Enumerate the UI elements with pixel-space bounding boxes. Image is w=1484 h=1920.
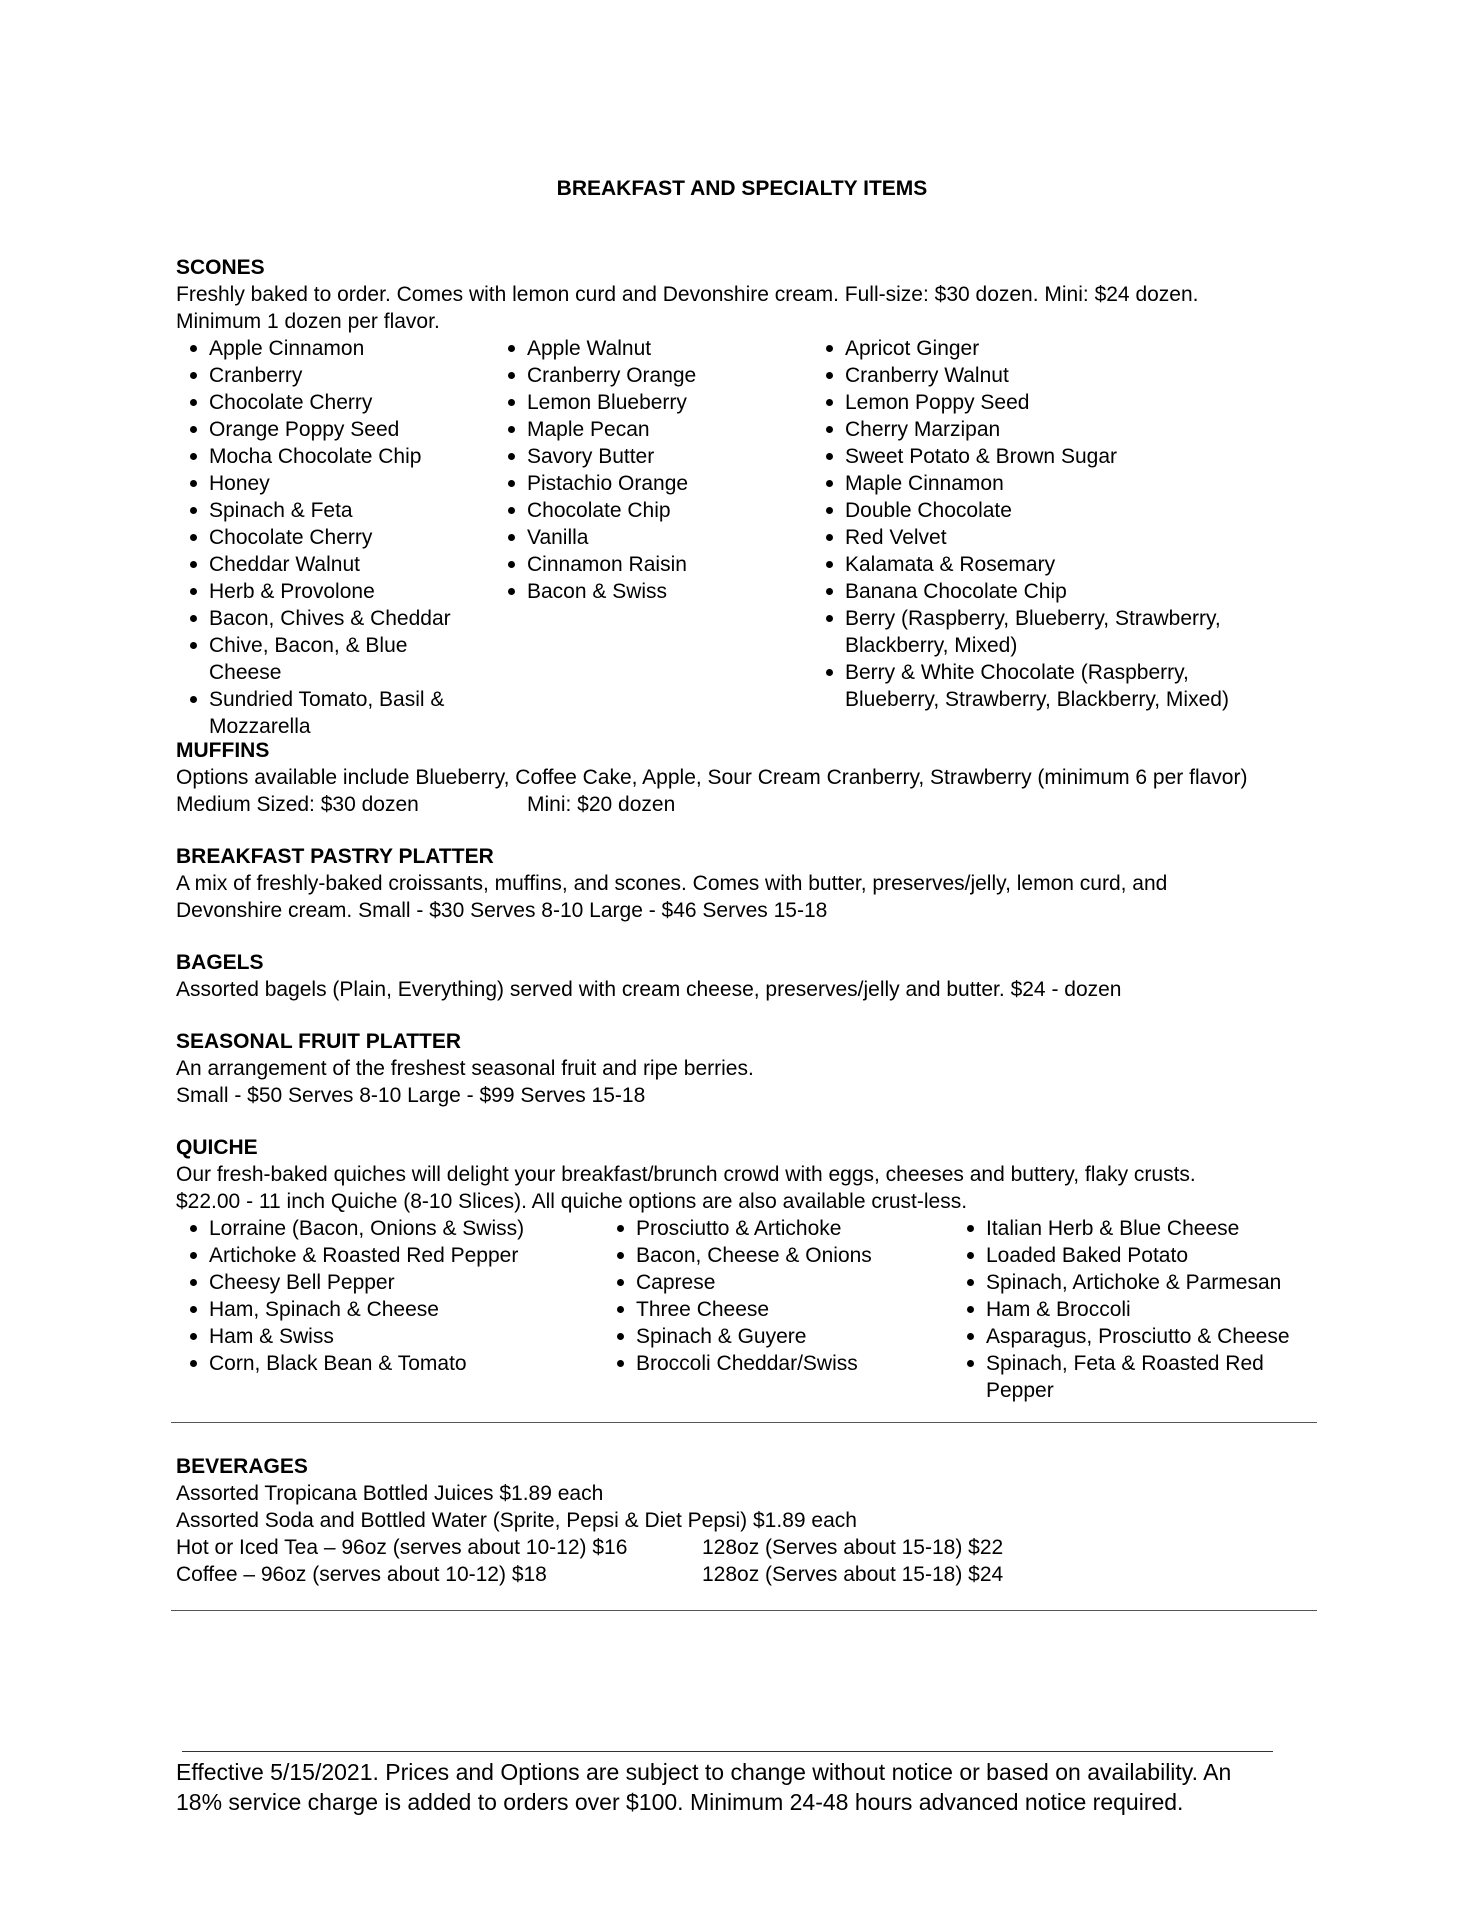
section-divider-bottom	[171, 1610, 1317, 1611]
list-item: Three Cheese	[603, 1296, 943, 1323]
section-divider-top	[171, 1422, 1317, 1423]
list-item: Berry & White Chocolate (Raspberry, Blueberry, Strawberry, Blackberry, Mixed)	[812, 659, 1252, 713]
footer-line-2: 18% service charge is added to orders over $100. Minimum 24-48 hours advanced notice required.	[176, 1789, 1184, 1815]
fruit-heading: SEASONAL FRUIT PLATTER	[176, 1030, 462, 1053]
list-item: Cheddar Walnut	[176, 551, 476, 578]
beverages-heading: BEVERAGES	[176, 1455, 308, 1478]
list-item: Prosciutto & Artichoke	[603, 1215, 943, 1242]
scones-description: Freshly baked to order. Comes with lemon curd and Devonshire cream. Full-size: $30 dozen. Mini: $24 dozen.	[176, 283, 1199, 306]
list-item: Double Chocolate	[812, 497, 1252, 524]
scones-column-2	[494, 335, 794, 605]
list-item: Apricot Ginger	[812, 335, 1252, 362]
list-item: Lemon Blueberry	[494, 389, 794, 416]
list-item: Herb & Provolone	[176, 578, 476, 605]
fruit-pricing: Small - $50 Serves 8-10 Large - $99 Serves 15-18	[176, 1084, 646, 1107]
list-item: Broccoli Cheddar/Swiss	[603, 1350, 943, 1377]
list-item: Apple Cinnamon	[176, 335, 476, 362]
quiche-column-1	[176, 1215, 596, 1377]
list-item: Artichoke & Roasted Red Pepper	[176, 1242, 596, 1269]
list-item: Chocolate Cherry	[176, 524, 476, 551]
muffins-mini-price: Mini: $20 dozen	[527, 793, 676, 816]
list-item: Ham & Swiss	[176, 1323, 596, 1350]
list-item: Loaded Baked Potato	[953, 1242, 1293, 1269]
list-item: Honey	[176, 470, 476, 497]
list-item: Spinach, Feta & Roasted Red Pepper	[953, 1350, 1293, 1404]
pastry-description: A mix of freshly-baked croissants, muffins, and scones. Comes with butter, preserves/jelly, lemon curd, and	[176, 872, 1168, 895]
muffins-description: Options available include Blueberry, Coffee Cake, Apple, Sour Cream Cranberry, Strawberry (minimum 6 per flavor)	[176, 766, 1248, 789]
quiche-column-2	[603, 1215, 943, 1377]
list-item: Pistachio Orange	[494, 470, 794, 497]
list-item: Chocolate Chip	[494, 497, 794, 524]
footer-notice	[176, 1757, 1326, 1817]
muffins-section	[176, 737, 1326, 818]
list-item: Lemon Poppy Seed	[812, 389, 1252, 416]
quiche-heading: QUICHE	[176, 1136, 258, 1159]
pastry-pricing: Devonshire cream. Small - $30 Serves 8-10 Large - $46 Serves 15-18	[176, 899, 828, 922]
list-item: Corn, Black Bean & Tomato	[176, 1350, 596, 1377]
quiche-pricing: $22.00 - 11 inch Quiche (8-10 Slices). All quiche options are also available crust-less.	[176, 1190, 968, 1213]
beverages-soda: Assorted Soda and Bottled Water (Sprite, Pepsi & Diet Pepsi) $1.89 each	[176, 1509, 857, 1532]
list-item: Berry (Raspberry, Blueberry, Strawberry, Blackberry, Mixed)	[812, 605, 1252, 659]
quiche-section	[176, 1134, 1326, 1402]
fruit-section	[176, 1028, 1326, 1109]
list-item: Bacon, Cheese & Onions	[603, 1242, 943, 1269]
list-item: Cherry Marzipan	[812, 416, 1252, 443]
pastry-section	[176, 843, 1326, 924]
list-item: Cinnamon Raisin	[494, 551, 794, 578]
list-item: Bacon, Chives & Cheddar	[176, 605, 476, 632]
bagels-description: Assorted bagels (Plain, Everything) served with cream cheese, preserves/jelly and butter. $24 - dozen	[176, 978, 1122, 1001]
quiche-description: Our fresh-baked quiches will delight your breakfast/brunch crowd with eggs, cheeses and buttery, flaky crusts.	[176, 1163, 1196, 1186]
list-item: Maple Cinnamon	[812, 470, 1252, 497]
list-item: Cranberry Walnut	[812, 362, 1252, 389]
list-item: Italian Herb & Blue Cheese	[953, 1215, 1293, 1242]
list-item: Bacon & Swiss	[494, 578, 794, 605]
list-item: Spinach, Artichoke & Parmesan	[953, 1269, 1293, 1296]
scones-section	[176, 254, 1326, 738]
footer-line-1: Effective 5/15/2021. Prices and Options are subject to change without notice or based on availability. An	[176, 1759, 1232, 1785]
list-item: Ham & Broccoli	[953, 1296, 1293, 1323]
footer-rule	[182, 1751, 1273, 1752]
coffee-small-price: Coffee – 96oz (serves about 10-12) $18	[176, 1563, 547, 1586]
fruit-description: An arrangement of the freshest seasonal fruit and ripe berries.	[176, 1057, 754, 1080]
tea-large-price: 128oz (Serves about 15-18) $22	[702, 1536, 1004, 1559]
list-item: Cranberry	[176, 362, 476, 389]
list-item: Ham, Spinach & Cheese	[176, 1296, 596, 1323]
scones-minimum: Minimum 1 dozen per flavor.	[176, 310, 440, 333]
list-item: Cranberry Orange	[494, 362, 794, 389]
list-item: Chocolate Cherry	[176, 389, 476, 416]
list-item: Spinach & Guyere	[603, 1323, 943, 1350]
muffins-medium-price: Medium Sized: $30 dozen	[176, 793, 419, 816]
list-item: Sweet Potato & Brown Sugar	[812, 443, 1252, 470]
pastry-heading: BREAKFAST PASTRY PLATTER	[176, 845, 494, 868]
beverages-juices: Assorted Tropicana Bottled Juices $1.89 each	[176, 1482, 604, 1505]
list-item: Banana Chocolate Chip	[812, 578, 1252, 605]
list-item: Kalamata & Rosemary	[812, 551, 1252, 578]
scones-column-3	[812, 335, 1252, 713]
page-title: BREAKFAST AND SPECIALTY ITEMS	[556, 177, 928, 200]
list-item: Savory Butter	[494, 443, 794, 470]
list-item: Mocha Chocolate Chip	[176, 443, 476, 470]
coffee-large-price: 128oz (Serves about 15-18) $24	[702, 1563, 1004, 1586]
list-item: Sundried Tomato, Basil & Mozzarella	[176, 686, 476, 740]
list-item: Spinach & Feta	[176, 497, 476, 524]
list-item: Chive, Bacon, & Blue Cheese	[176, 632, 476, 686]
list-item: Caprese	[603, 1269, 943, 1296]
scones-column-1	[176, 335, 476, 740]
list-item: Lorraine (Bacon, Onions & Swiss)	[176, 1215, 596, 1242]
muffins-heading: MUFFINS	[176, 739, 270, 762]
quiche-column-3	[953, 1215, 1293, 1404]
list-item: Cheesy Bell Pepper	[176, 1269, 596, 1296]
list-item: Asparagus, Prosciutto & Cheese	[953, 1323, 1293, 1350]
tea-small-price: Hot or Iced Tea – 96oz (serves about 10-12) $16	[176, 1536, 628, 1559]
scones-heading: SCONES	[176, 256, 265, 279]
bagels-section	[176, 949, 1326, 1003]
list-item: Red Velvet	[812, 524, 1252, 551]
beverages-section	[176, 1453, 1326, 1588]
list-item: Orange Poppy Seed	[176, 416, 476, 443]
list-item: Apple Walnut	[494, 335, 794, 362]
bagels-heading: BAGELS	[176, 951, 264, 974]
list-item: Vanilla	[494, 524, 794, 551]
list-item: Maple Pecan	[494, 416, 794, 443]
